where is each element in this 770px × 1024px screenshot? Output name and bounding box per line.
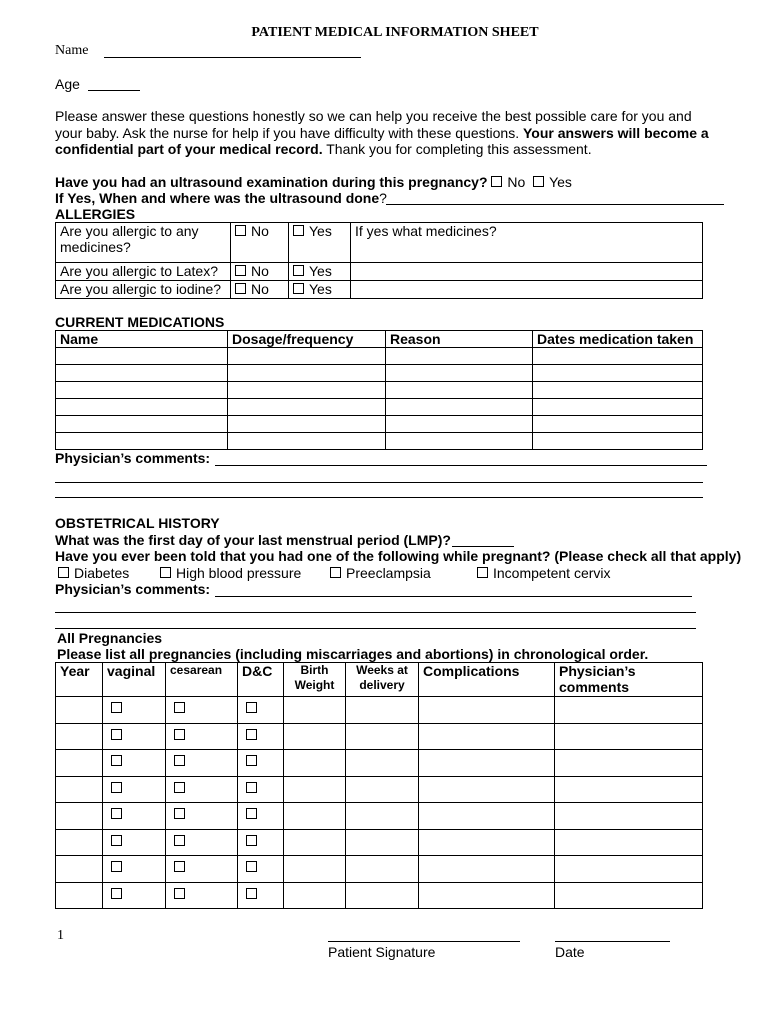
delivery-type-cell[interactable] xyxy=(166,829,238,856)
checkbox[interactable] xyxy=(246,755,257,766)
checkbox[interactable] xyxy=(111,861,122,872)
checkbox[interactable] xyxy=(111,835,122,846)
delivery-type-cell[interactable] xyxy=(238,750,284,777)
pregnancies-instruction: Please list all pregnancies (including miscarriages and abortions) in chronological order. xyxy=(57,646,649,662)
name-field[interactable] xyxy=(104,57,361,58)
empty-cell[interactable] xyxy=(351,263,703,281)
pregnancy-cell[interactable] xyxy=(555,856,703,883)
medication-cell[interactable] xyxy=(56,365,228,382)
medication-cell[interactable] xyxy=(228,348,386,365)
ob-comments-line[interactable] xyxy=(55,628,696,629)
delivery-type-cell[interactable] xyxy=(166,882,238,909)
col-name: Name xyxy=(56,331,228,348)
checkbox[interactable] xyxy=(246,808,257,819)
table-row xyxy=(56,723,703,750)
pregnancies-heading: All Pregnancies xyxy=(57,630,163,646)
pregnancy-cell[interactable] xyxy=(346,750,419,777)
pregnancy-cell[interactable] xyxy=(419,803,555,830)
medications-heading: CURRENT MEDICATIONS xyxy=(55,314,225,330)
ob-comments-label: Physician’s comments: xyxy=(55,581,211,597)
ultrasound-question-row xyxy=(55,174,572,190)
pregnancy-cell[interactable] xyxy=(419,723,555,750)
pregnancy-cell[interactable] xyxy=(56,803,103,830)
checkbox[interactable] xyxy=(111,702,122,713)
delivery-type-cell[interactable] xyxy=(238,697,284,724)
pregnancy-cell[interactable] xyxy=(419,829,555,856)
table-row xyxy=(56,856,703,883)
checkbox[interactable] xyxy=(174,808,185,819)
checkbox[interactable] xyxy=(111,888,122,899)
age-label: Age xyxy=(55,76,80,92)
ultrasound-no-checkbox[interactable] xyxy=(491,176,502,187)
medication-cell[interactable] xyxy=(56,433,228,450)
medication-cell[interactable] xyxy=(386,433,533,450)
delivery-type-cell[interactable] xyxy=(166,723,238,750)
pregnancy-cell[interactable] xyxy=(284,750,346,777)
med-comments-line[interactable] xyxy=(55,482,703,483)
checkbox[interactable] xyxy=(235,283,246,294)
checkbox[interactable] xyxy=(330,567,341,578)
ob-comments-field[interactable] xyxy=(215,596,692,597)
pregnancy-cell[interactable] xyxy=(419,856,555,883)
intro-text-end: Thank you for completing this assessment. xyxy=(322,141,592,157)
delivery-type-cell[interactable] xyxy=(238,856,284,883)
ultrasound-no-label: No xyxy=(507,174,526,190)
allergy-no[interactable] xyxy=(231,281,289,299)
allergies-table xyxy=(55,222,703,299)
delivery-type-cell[interactable] xyxy=(166,776,238,803)
delivery-type-cell[interactable] xyxy=(166,750,238,777)
name-label: Name xyxy=(55,43,89,58)
medication-cell[interactable] xyxy=(386,348,533,365)
pregnancy-cell[interactable] xyxy=(419,882,555,909)
allergy-yes[interactable] xyxy=(289,223,351,263)
table-row xyxy=(56,776,703,803)
col-complications: Complications xyxy=(419,663,555,697)
delivery-type-cell[interactable] xyxy=(103,697,166,724)
pregnancy-cell[interactable] xyxy=(56,829,103,856)
pregnancy-cell[interactable] xyxy=(284,882,346,909)
pregnancy-cell[interactable] xyxy=(56,697,103,724)
allergy-question: Are you allergic to any medicines? xyxy=(56,223,231,263)
checkbox[interactable] xyxy=(235,265,246,276)
table-row xyxy=(56,803,703,830)
table-header xyxy=(56,663,703,697)
pregnancy-cell[interactable] xyxy=(56,750,103,777)
medication-cell[interactable] xyxy=(533,365,703,382)
pregnancy-cell[interactable] xyxy=(284,776,346,803)
table-row xyxy=(56,416,703,433)
obstetrical-heading: OBSTETRICAL HISTORY xyxy=(55,515,220,531)
allergy-no[interactable] xyxy=(231,223,289,263)
age-field[interactable] xyxy=(88,90,140,91)
delivery-type-cell[interactable] xyxy=(238,723,284,750)
medication-cell[interactable] xyxy=(533,416,703,433)
col-birth-weight: Birth Weight xyxy=(284,663,346,697)
col-dc: D&C xyxy=(238,663,284,697)
lmp-field[interactable] xyxy=(452,546,514,547)
med-comments-field[interactable] xyxy=(215,465,707,466)
table-row xyxy=(56,433,703,450)
table-row xyxy=(56,281,703,299)
signature-field[interactable] xyxy=(328,941,520,942)
conditions-question: Have you ever been told that you had one of the following while pregnant? (Please check all that apply) xyxy=(55,548,742,564)
medication-cell[interactable] xyxy=(228,382,386,399)
ultrasound-yes-checkbox[interactable] xyxy=(533,176,544,187)
pregnancy-cell[interactable] xyxy=(419,776,555,803)
pregnancy-cell[interactable] xyxy=(419,697,555,724)
pregnancy-cell[interactable] xyxy=(56,882,103,909)
checkbox[interactable] xyxy=(246,835,257,846)
condition-label: High blood pressure xyxy=(176,565,302,581)
checkbox[interactable] xyxy=(246,888,257,899)
table-row xyxy=(56,399,703,416)
pregnancy-cell[interactable] xyxy=(284,829,346,856)
pregnancy-cell[interactable] xyxy=(284,723,346,750)
condition-label: Preeclampsia xyxy=(346,565,431,581)
checkbox[interactable] xyxy=(293,283,304,294)
table-header xyxy=(56,331,703,348)
table-row xyxy=(56,697,703,724)
checkbox[interactable] xyxy=(111,755,122,766)
medication-cell[interactable] xyxy=(228,433,386,450)
medication-cell[interactable] xyxy=(228,416,386,433)
pregnancy-cell[interactable] xyxy=(419,750,555,777)
pregnancy-cell[interactable] xyxy=(284,803,346,830)
medication-cell[interactable] xyxy=(533,382,703,399)
medication-cell[interactable] xyxy=(56,382,228,399)
pregnancy-cell[interactable] xyxy=(346,856,419,883)
medication-cell[interactable] xyxy=(533,433,703,450)
checkbox[interactable] xyxy=(246,861,257,872)
delivery-type-cell[interactable] xyxy=(103,829,166,856)
yes-label: Yes xyxy=(309,281,332,297)
medication-cell[interactable] xyxy=(386,416,533,433)
col-weeks: Weeks at delivery xyxy=(346,663,419,697)
pregnancy-cell[interactable] xyxy=(555,803,703,830)
pregnancy-cell[interactable] xyxy=(555,829,703,856)
intro-text: Please answer these questions honestly so we can help you receive the best possible care for you and your baby. Ask the nurse for help if you have difficulty with these questions. xyxy=(55,108,692,141)
lmp-question: What was the first day of your last menstrual period (LMP)? xyxy=(55,532,451,548)
medication-cell[interactable] xyxy=(56,399,228,416)
intro-paragraph xyxy=(55,108,720,158)
checkbox[interactable] xyxy=(111,782,122,793)
col-cesarean: cesarean xyxy=(166,663,238,697)
pregnancy-cell[interactable] xyxy=(346,697,419,724)
pregnancy-cell[interactable] xyxy=(284,697,346,724)
allergy-question: Are you allergic to iodine? xyxy=(56,281,231,299)
page-number: 1 xyxy=(57,928,64,943)
pregnancy-cell[interactable] xyxy=(346,776,419,803)
pregnancy-cell[interactable] xyxy=(346,723,419,750)
delivery-type-cell[interactable] xyxy=(103,723,166,750)
delivery-type-cell[interactable] xyxy=(166,856,238,883)
pregnancies-table xyxy=(55,662,703,909)
signature-label: Patient Signature xyxy=(328,944,436,960)
delivery-type-cell[interactable] xyxy=(103,803,166,830)
checkbox[interactable] xyxy=(111,729,122,740)
col-year: Year xyxy=(56,663,103,697)
pregnancy-cell[interactable] xyxy=(56,723,103,750)
allergy-question: Are you allergic to Latex? xyxy=(56,263,231,281)
delivery-type-cell[interactable] xyxy=(238,803,284,830)
condition-incompetent-cervix[interactable] xyxy=(477,565,611,581)
medication-cell[interactable] xyxy=(228,365,386,382)
condition-preeclampsia[interactable] xyxy=(330,565,431,581)
delivery-type-cell[interactable] xyxy=(103,776,166,803)
table-row xyxy=(56,348,703,365)
col-vaginal: vaginal xyxy=(103,663,166,697)
delivery-type-cell[interactable] xyxy=(238,882,284,909)
condition-diabetes[interactable] xyxy=(58,565,129,581)
empty-cell[interactable] xyxy=(351,281,703,299)
ultrasound-field[interactable] xyxy=(386,204,724,205)
delivery-type-cell[interactable] xyxy=(166,697,238,724)
col-reason: Reason xyxy=(386,331,533,348)
delivery-type-cell[interactable] xyxy=(238,776,284,803)
ultrasound-followup xyxy=(55,190,387,206)
no-label: No xyxy=(251,223,269,239)
col-comments: Physician’s comments xyxy=(555,663,703,697)
pregnancy-cell[interactable] xyxy=(555,776,703,803)
ob-comments-line[interactable] xyxy=(55,612,696,613)
condition-label: Diabetes xyxy=(74,565,130,581)
delivery-type-cell[interactable] xyxy=(103,750,166,777)
medication-cell[interactable] xyxy=(533,399,703,416)
pregnancy-cell[interactable] xyxy=(555,882,703,909)
table-row xyxy=(56,382,703,399)
pregnancy-cell[interactable] xyxy=(555,750,703,777)
medication-cell[interactable] xyxy=(56,348,228,365)
checkbox[interactable] xyxy=(174,835,185,846)
no-label: No xyxy=(251,281,269,297)
table-row xyxy=(56,750,703,777)
ultrasound-followup-label: If Yes, When and where was the ultrasound done xyxy=(55,190,380,206)
table-row xyxy=(56,263,703,281)
allergy-no[interactable] xyxy=(231,263,289,281)
checkbox[interactable] xyxy=(235,225,246,236)
table-row xyxy=(56,365,703,382)
pregnancy-cell[interactable] xyxy=(56,776,103,803)
ultrasound-question: Have you had an ultrasound examination during this pregnancy? xyxy=(55,174,488,190)
condition-label: Incompetent cervix xyxy=(493,565,611,581)
table-row xyxy=(56,223,703,263)
checkbox[interactable] xyxy=(174,861,185,872)
allergy-yes[interactable] xyxy=(289,263,351,281)
medications-table xyxy=(55,330,703,450)
pregnancy-cell[interactable] xyxy=(284,856,346,883)
checkbox[interactable] xyxy=(174,782,185,793)
checkbox[interactable] xyxy=(111,808,122,819)
allergies-heading: ALLERGIES xyxy=(55,206,136,222)
checkbox[interactable] xyxy=(293,225,304,236)
delivery-type-cell[interactable] xyxy=(103,882,166,909)
checkbox[interactable] xyxy=(174,888,185,899)
ultrasound-yes-label: Yes xyxy=(549,174,572,190)
yes-label: Yes xyxy=(309,223,332,239)
checkbox[interactable] xyxy=(246,702,257,713)
medicines-field[interactable]: If yes what medicines? xyxy=(351,223,703,263)
medication-cell[interactable] xyxy=(386,365,533,382)
medication-cell[interactable] xyxy=(386,399,533,416)
pregnancy-cell[interactable] xyxy=(346,882,419,909)
checkbox[interactable] xyxy=(174,729,185,740)
intro-bold: Your answers will become a confidential part of your medical record. xyxy=(55,124,709,157)
page-title: PATIENT MEDICAL INFORMATION SHEET xyxy=(251,25,539,40)
medication-cell[interactable] xyxy=(228,399,386,416)
medication-cell[interactable] xyxy=(533,348,703,365)
checkbox[interactable] xyxy=(160,567,171,578)
checkbox[interactable] xyxy=(174,755,185,766)
table-row xyxy=(56,882,703,909)
pregnancy-cell[interactable] xyxy=(346,829,419,856)
checkbox[interactable] xyxy=(174,702,185,713)
delivery-type-cell[interactable] xyxy=(238,829,284,856)
checkbox[interactable] xyxy=(293,265,304,276)
checkbox[interactable] xyxy=(246,782,257,793)
pregnancy-cell[interactable] xyxy=(56,856,103,883)
table-row xyxy=(56,829,703,856)
medication-cell[interactable] xyxy=(386,382,533,399)
yes-label: Yes xyxy=(309,263,332,279)
condition-high-blood-pressure[interactable] xyxy=(160,565,301,581)
checkbox[interactable] xyxy=(58,567,69,578)
med-comments-label: Physician’s comments: xyxy=(55,450,211,466)
date-field[interactable] xyxy=(555,941,670,942)
question-mark: ? xyxy=(379,190,387,206)
medication-cell[interactable] xyxy=(56,416,228,433)
delivery-type-cell[interactable] xyxy=(166,803,238,830)
date-label: Date xyxy=(555,944,585,960)
checkbox[interactable] xyxy=(477,567,488,578)
checkbox[interactable] xyxy=(246,729,257,740)
col-dosage: Dosage/frequency xyxy=(228,331,386,348)
delivery-type-cell[interactable] xyxy=(103,856,166,883)
pregnancy-cell[interactable] xyxy=(346,803,419,830)
no-label: No xyxy=(251,263,269,279)
col-dates: Dates medication taken xyxy=(533,331,703,348)
pregnancy-cell[interactable] xyxy=(555,697,703,724)
pregnancy-cell[interactable] xyxy=(555,723,703,750)
allergy-yes[interactable] xyxy=(289,281,351,299)
med-comments-line[interactable] xyxy=(55,497,703,498)
